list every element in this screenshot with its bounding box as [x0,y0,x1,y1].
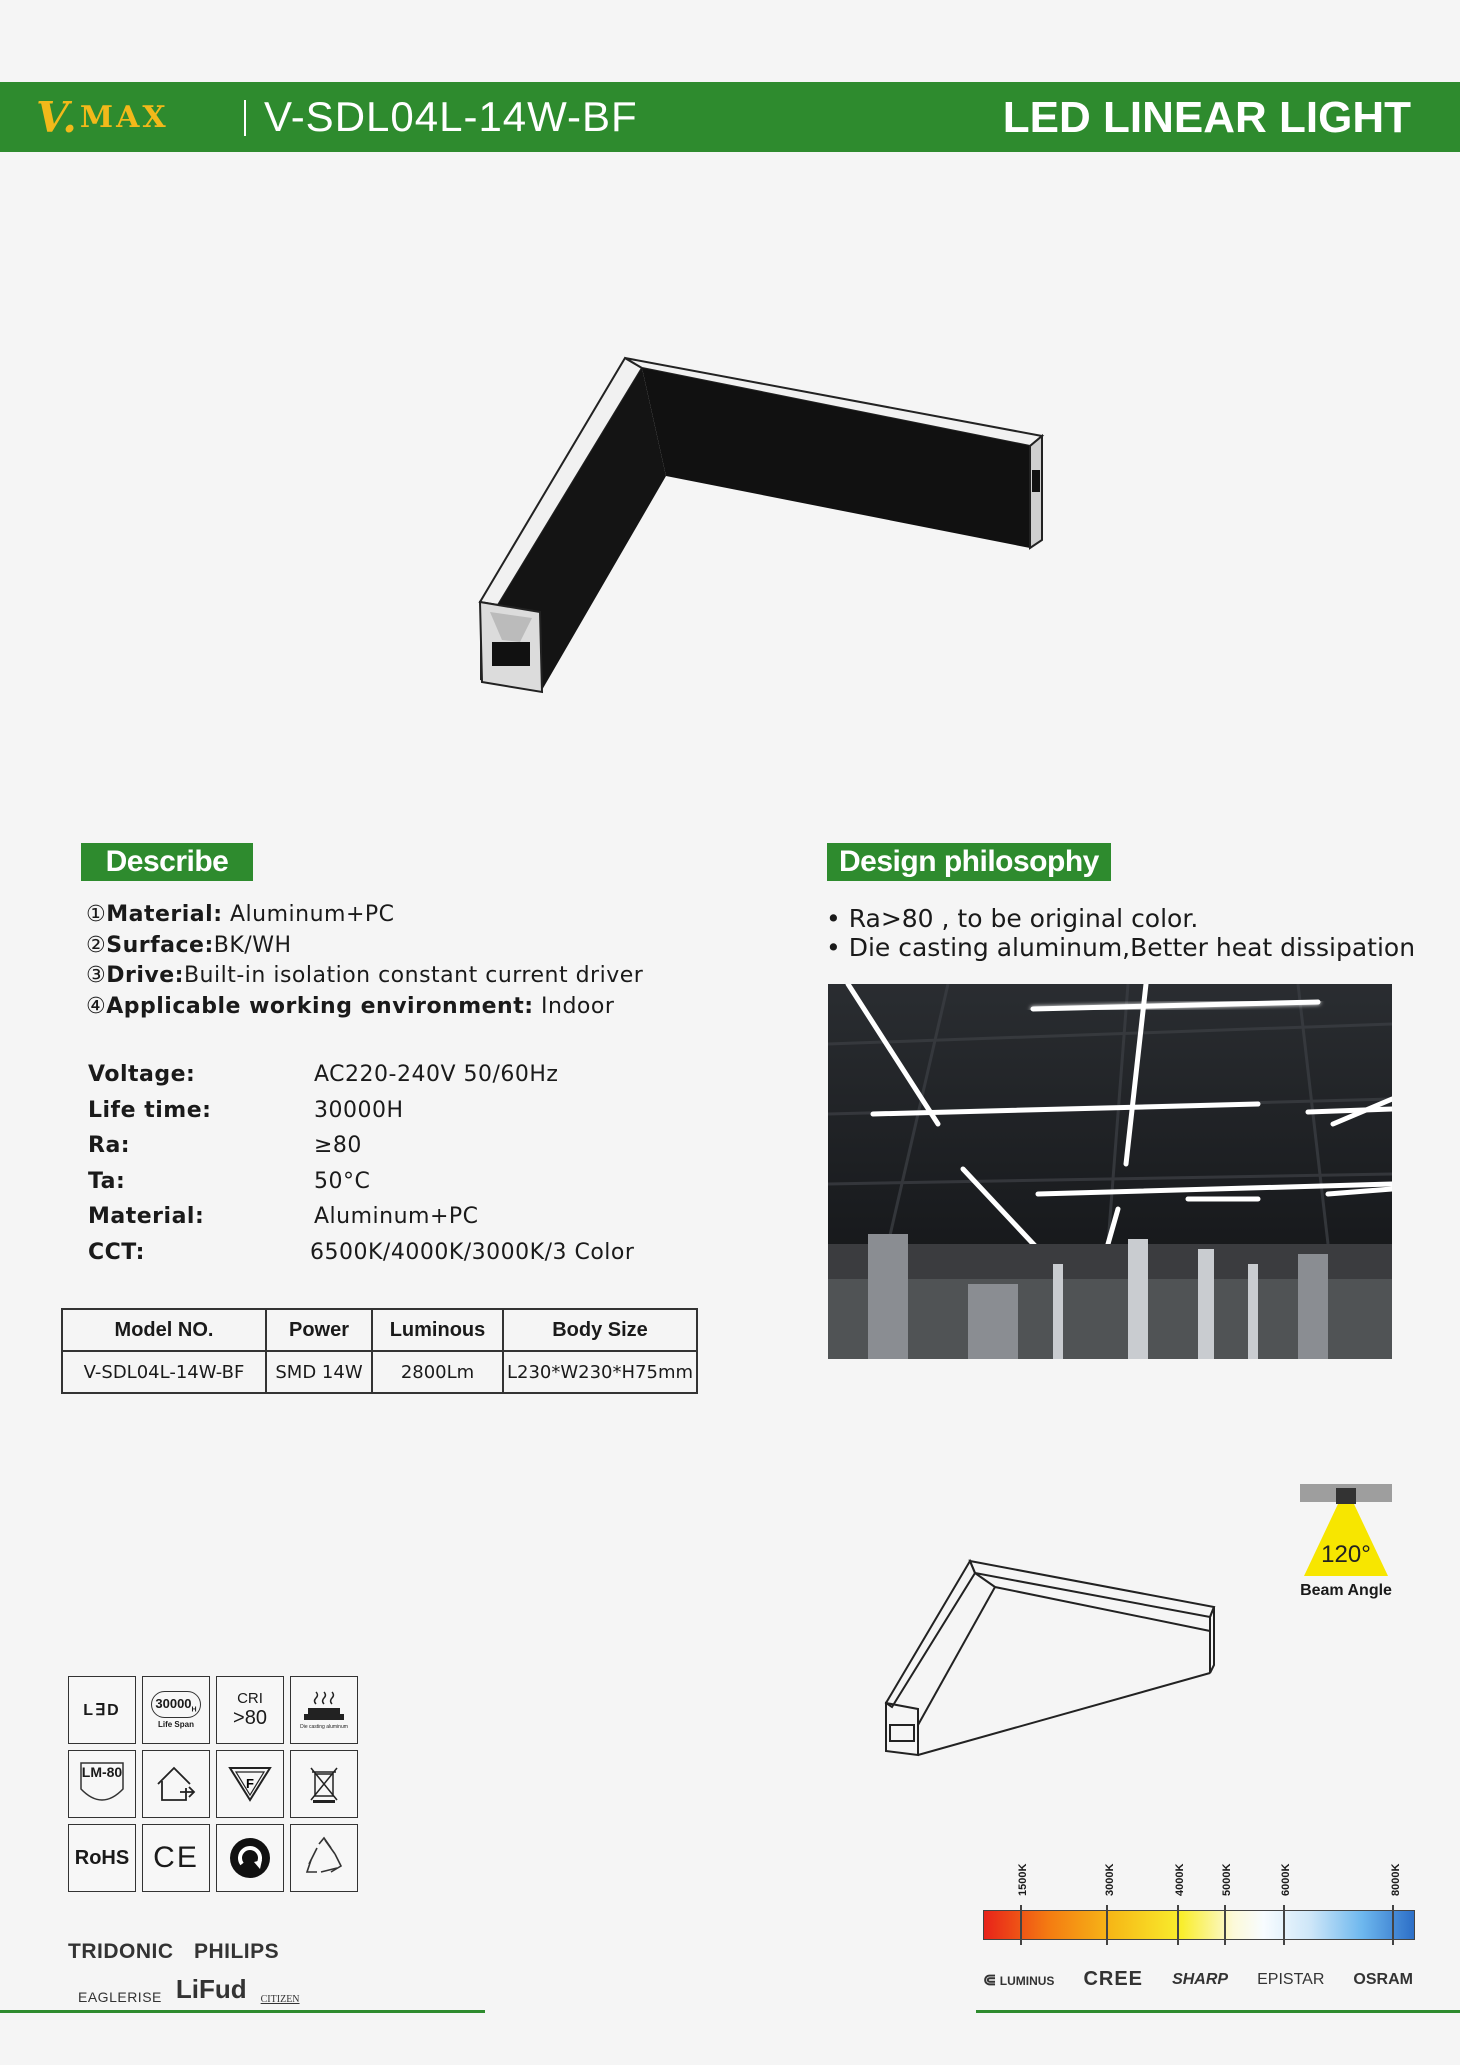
cct-tick [1392,1905,1394,1945]
cct-tick [1106,1905,1108,1945]
spec-row: Life time: 30000H [88,1097,404,1123]
lifespan-icon: $30000_H$ Life Span [142,1676,210,1744]
cct-label: 1500K [1017,1863,1029,1896]
beam-angle-icon [1300,1484,1392,1576]
table-cell: 2800Lm [372,1351,503,1393]
table-cell: L230*W230*H75mm [503,1351,697,1393]
spec-row: Material: Aluminum+PC [88,1204,479,1229]
brand-cree: CREE [1083,1968,1144,1990]
header-divider [244,100,246,136]
cct-scale-labels [986,1848,1416,1898]
brand-tridonic: TRIDONIC [68,1940,174,1963]
product-image [470,350,1060,700]
brand-lifud: LiFud [175,1974,247,2004]
table-cell: V-SDL04L-14W-BF [62,1351,266,1393]
indoor-icon [142,1750,210,1818]
cct-color-bar [983,1910,1415,1940]
design-list [826,904,1415,962]
describe-item: ③Drive:Built-in isolation constant current driver [86,963,644,988]
cct-tick [1020,1905,1022,1945]
table-row [62,1351,697,1393]
footer-line-left [0,2010,485,2013]
brand-luminus: ⋐ LUMINUS [983,1971,1055,1989]
describe-title: Describe [81,843,253,881]
partner-brands-right [983,1968,1413,1991]
table-header: Power [266,1309,372,1351]
lm80-icon: LM-80 [68,1750,136,1818]
describe-item: ①Material: Aluminum+PC [86,902,395,927]
heat-dissipation-icon: Die casting aluminum [290,1676,358,1744]
beam-angle-label: Beam Angle [1300,1582,1392,1599]
cri-icon: CRI >80 [216,1676,284,1744]
table-cell: SMD 14W [266,1351,372,1393]
beam-angle-value: 120° [1321,1541,1371,1568]
brand-philips: PHILIPS [193,1940,280,1963]
brand-osram: OSRAM [1353,1970,1413,1988]
cct-tick [1283,1905,1285,1945]
ce-icon: CE [142,1824,210,1892]
cct-tick [1224,1905,1226,1945]
footer-line-right [976,2010,1460,2013]
table-header: Body Size [503,1309,697,1351]
brand-logo-sub: MAX [79,99,169,135]
spec-row: Ra: ≥80 [88,1133,362,1158]
design-item: • Die casting aluminum,Better heat dissipation [826,933,1416,962]
led-icon: L∃D [68,1676,136,1744]
spec-list [88,1062,634,1275]
model-title: V-SDL04L-14W-BF [264,93,638,140]
cct-label: 4000K [1174,1863,1186,1896]
brand-logo-main: V. [36,92,78,142]
table-header: Model NO. [62,1309,266,1351]
describe-list [86,900,643,1022]
brand-citizen: CITIZEN [260,1994,300,2005]
design-title: Design philosophy [827,843,1111,881]
describe-item: ②Surface:BK/WH [86,932,292,958]
brand-logo [36,88,169,146]
cct-label: 8000K [1390,1863,1402,1896]
cct-label: 6000K [1280,1863,1292,1896]
brand-epistar: EPISTAR [1257,1970,1325,1988]
product-line-drawing [880,1555,1220,1760]
spec-row: Ta: 50°C [88,1168,371,1194]
weee-bin-icon [290,1750,358,1818]
table-header-row [62,1309,697,1351]
product-type: LED LINEAR LIGHT [1002,93,1411,142]
partner-brands-left [68,1940,300,2005]
recycle-arrow-icon [216,1824,284,1892]
brand-sharp: SHARP [1172,1970,1229,1988]
design-item: • Ra>80 , to be original color. [826,904,1199,933]
cct-tick [1177,1905,1179,1945]
model-table [61,1308,698,1394]
recycle-icon [290,1824,358,1892]
application-photo [828,984,1392,1359]
spec-row: Voltage: AC220-240V 50/60Hz [88,1062,559,1087]
table-header: Luminous [372,1309,503,1351]
brand-eaglerise: EAGLERISE [78,1989,162,2005]
spec-row: CCT: 6500K/4000K/3000K/3 Color [88,1239,635,1265]
cct-label: 5000K [1221,1863,1233,1896]
f-mark-icon [216,1750,284,1818]
certification-grid [68,1676,358,1892]
rohs-icon: RoHS [68,1824,136,1892]
svg-text:F: F [246,1776,254,1791]
describe-item: ④Applicable working environment: Indoor [86,993,615,1019]
cct-label: 3000K [1104,1863,1116,1896]
